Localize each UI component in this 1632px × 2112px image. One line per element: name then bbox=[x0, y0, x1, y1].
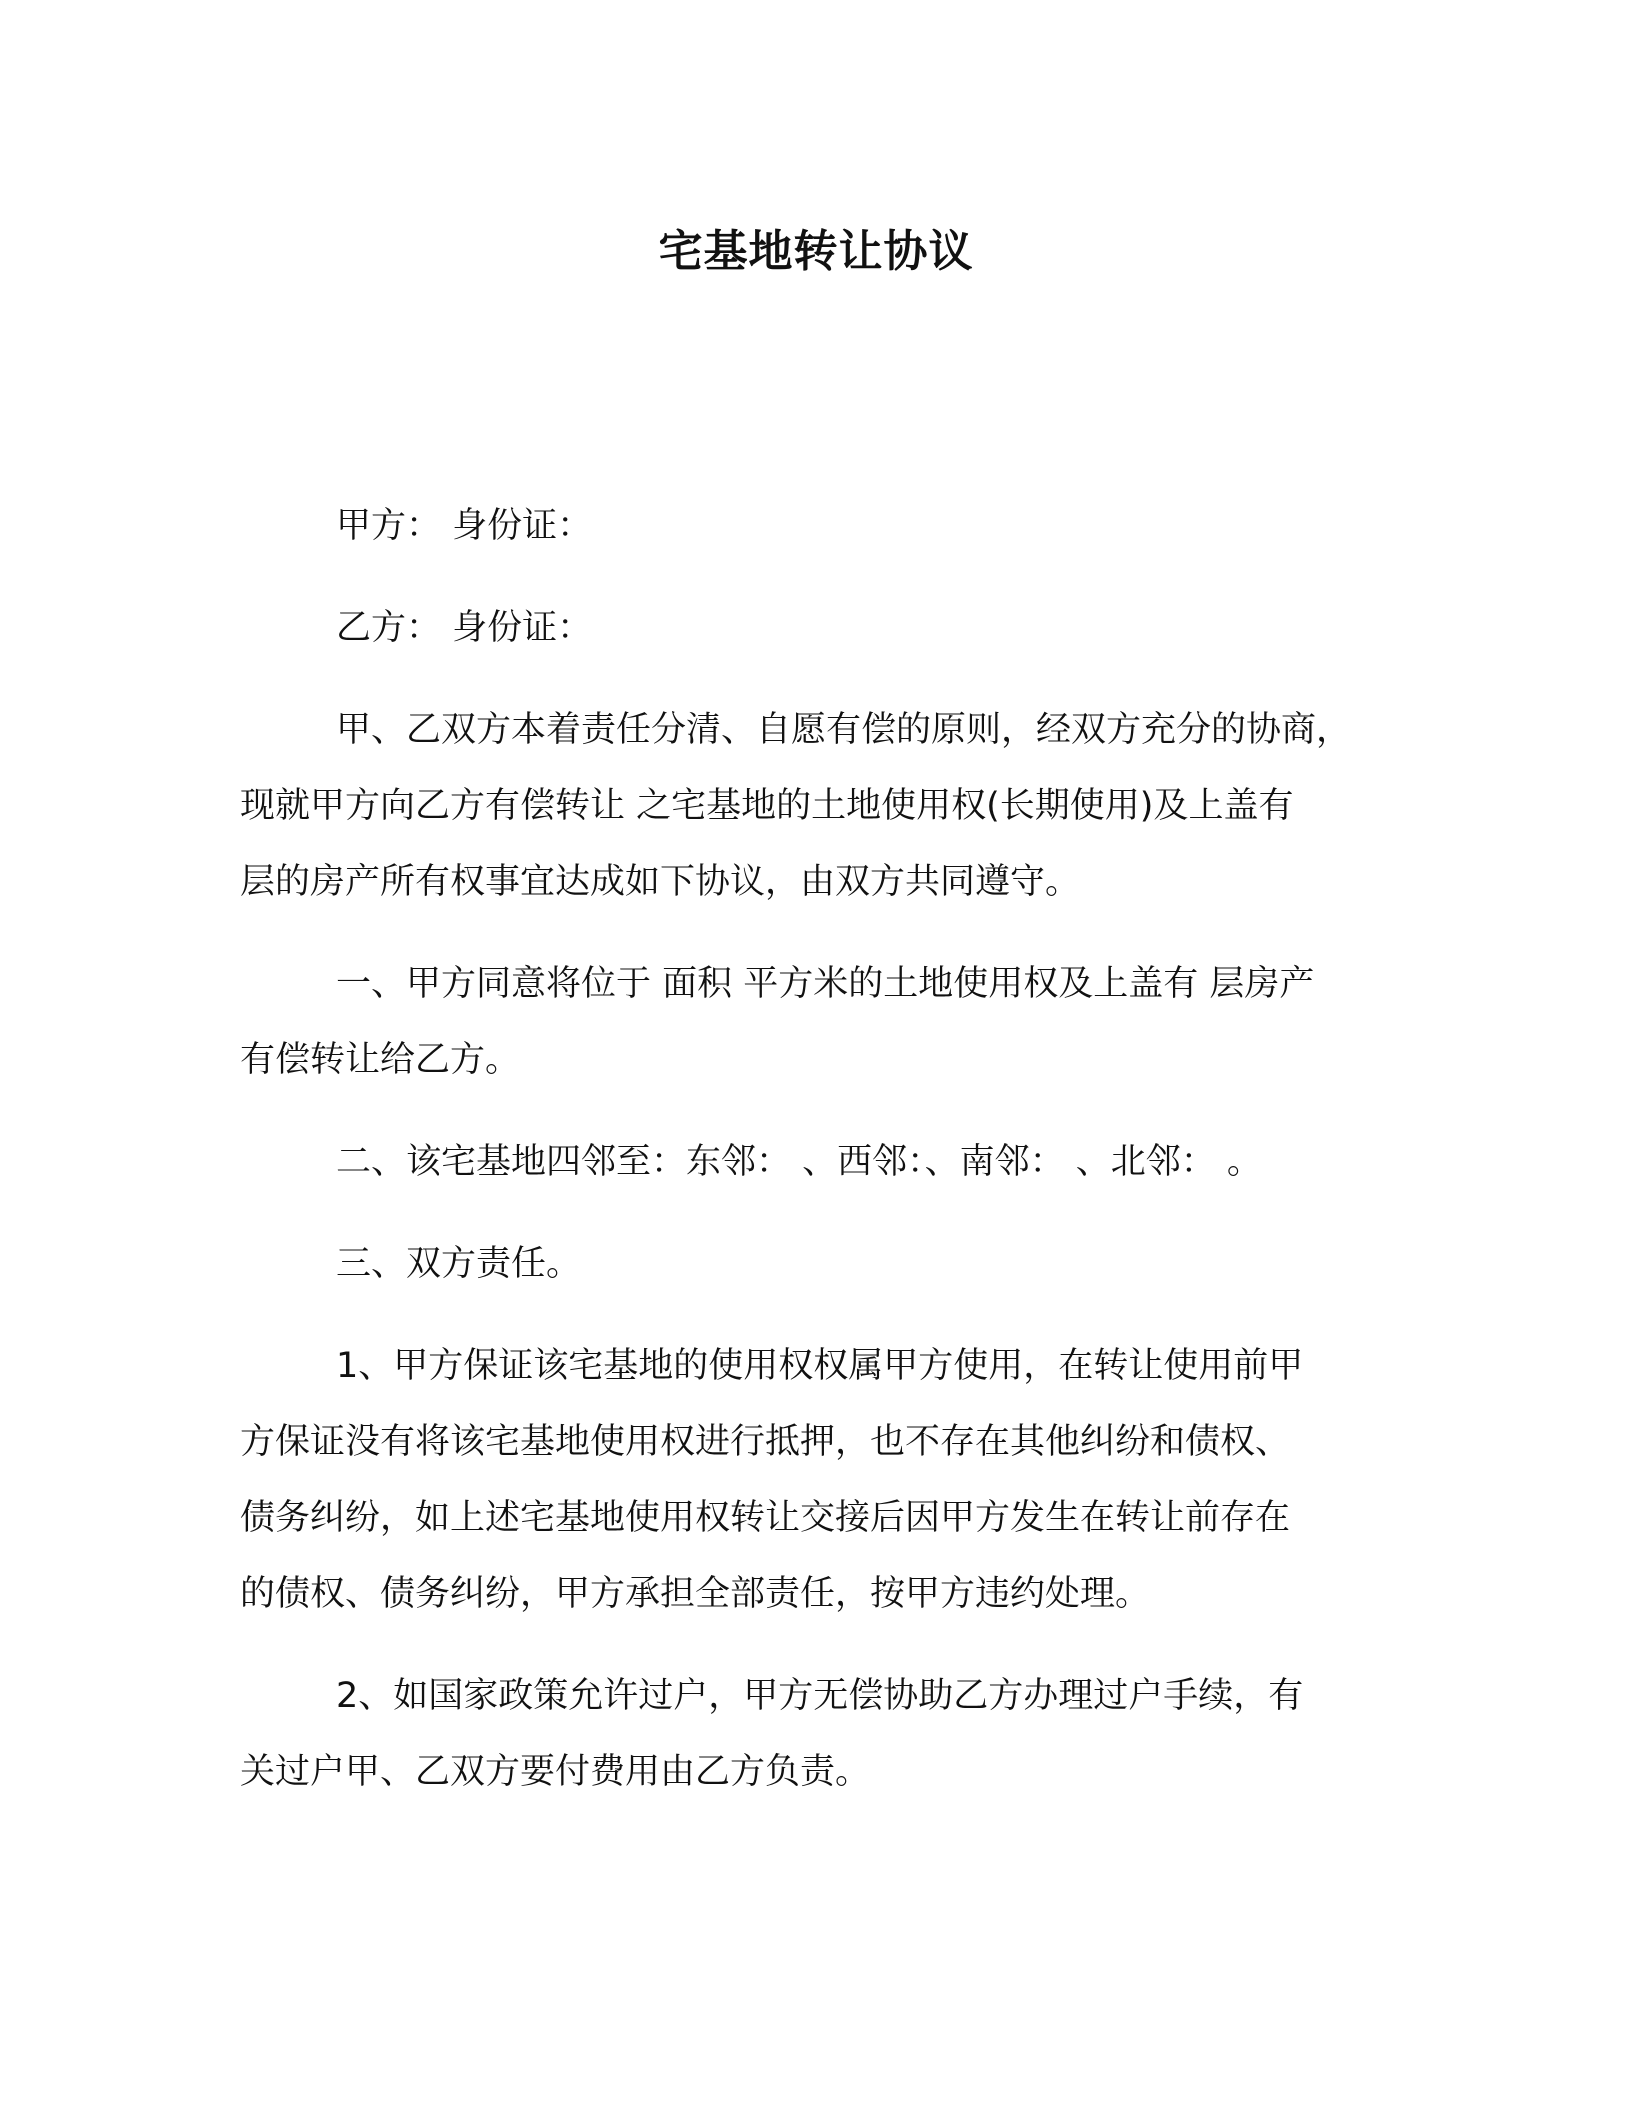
document-body bbox=[240, 488, 1400, 1836]
clause-3-paragraph bbox=[240, 1226, 1400, 1302]
clause-1-line-1: 一、甲方同意将位于 面积 平方米的土地使用权及上盖有 层房产 bbox=[336, 964, 1315, 1004]
intro-line-2: 现就甲方向乙方有偿转让 之宅基地的土地使用权(长期使用)及上盖有 bbox=[240, 786, 1294, 826]
item-1-line-4: 的债权、债务纠纷，甲方承担全部责任，按甲方违约处理。 bbox=[240, 1574, 1151, 1614]
item-2-line-1: 2、如国家政策允许过户，甲方无偿协助乙方办理过户手续，有 bbox=[336, 1676, 1304, 1716]
intro-line-3: 层的房产所有权事宜达成如下协议，由双方共同遵守。 bbox=[240, 862, 1081, 902]
intro-paragraph bbox=[240, 692, 1400, 920]
clause-2-paragraph bbox=[240, 1124, 1400, 1200]
clause-1-paragraph bbox=[240, 946, 1400, 1098]
party-a-text: 甲方： 身份证： bbox=[336, 506, 593, 546]
clause-3-text: 三、双方责任。 bbox=[336, 1244, 582, 1284]
clause-1-line-2: 有偿转让给乙方。 bbox=[240, 1040, 521, 1080]
item-1-line-1: 1、甲方保证该宅基地的使用权权属甲方使用，在转让使用前甲 bbox=[336, 1346, 1304, 1386]
item-2-line-2: 关过户甲、乙双方要付费用由乙方负责。 bbox=[240, 1752, 871, 1792]
item-1-paragraph bbox=[240, 1328, 1400, 1632]
party-b-text: 乙方： 身份证： bbox=[336, 608, 593, 648]
item-2-paragraph bbox=[240, 1658, 1400, 1810]
intro-line-1: 甲、乙双方本着责任分清、自愿有偿的原则，经双方充分的协商， bbox=[336, 710, 1352, 750]
item-1-line-2: 方保证没有将该宅基地使用权进行抵押，也不存在其他纠纷和债权、 bbox=[240, 1422, 1291, 1462]
document-title: 宅基地转让协议 bbox=[658, 226, 974, 277]
clause-2-text: 二、该宅基地四邻至：东邻： 、西邻：、南邻： 、北邻： 。 bbox=[336, 1142, 1262, 1182]
item-1-line-3: 债务纠纷，如上述宅基地使用权转让交接后因甲方发生在转让前存在 bbox=[240, 1498, 1291, 1538]
party-a-line bbox=[240, 488, 1400, 564]
party-b-line bbox=[240, 590, 1400, 666]
